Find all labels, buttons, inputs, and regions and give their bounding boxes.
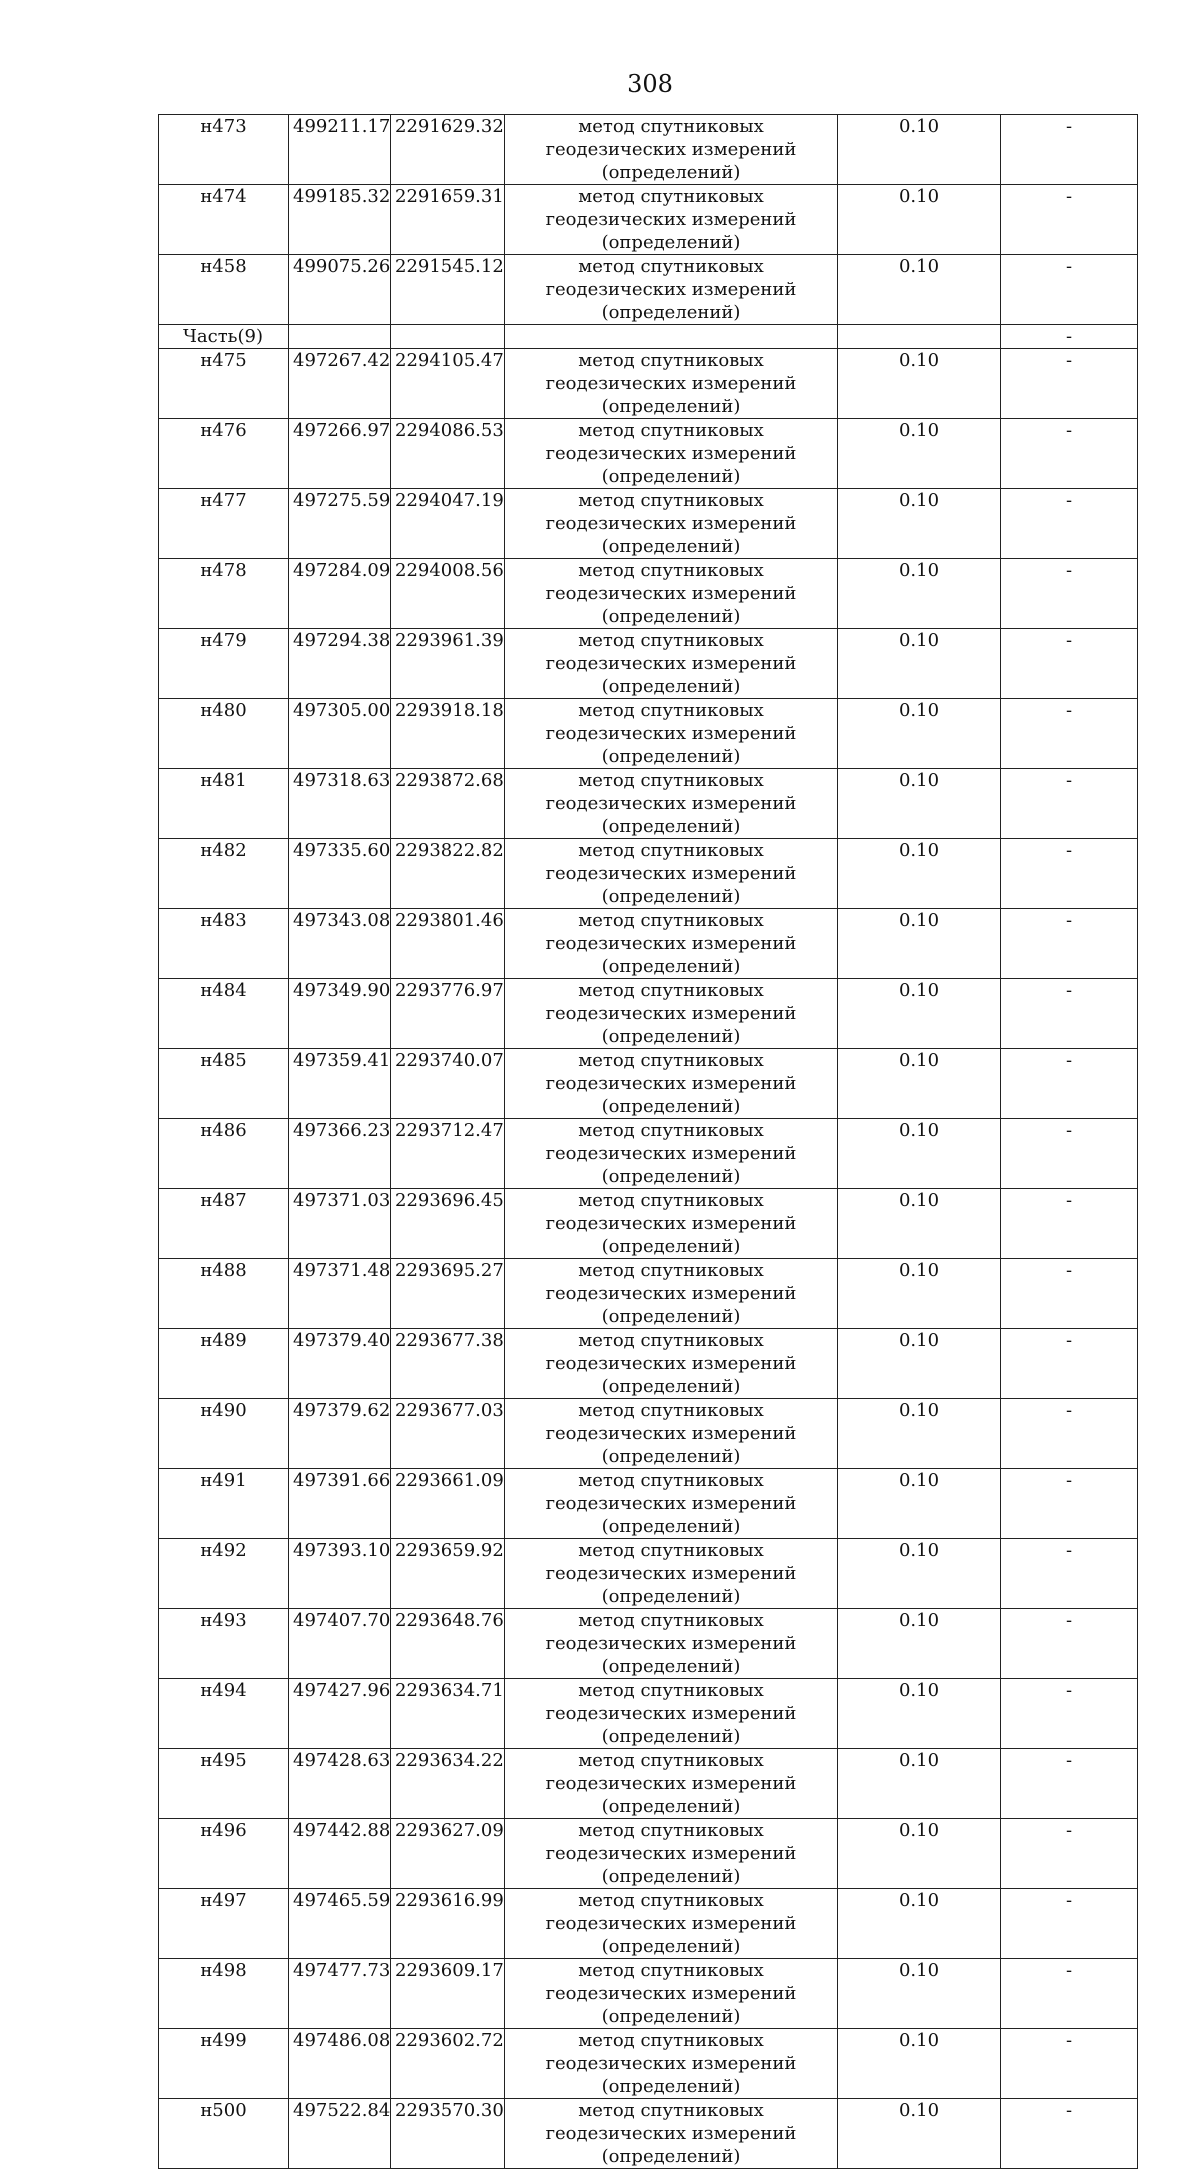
coord-x-cell: 497371.03 xyxy=(289,1189,391,1259)
coord-x-cell: 497522.84 xyxy=(289,2099,391,2169)
table-row xyxy=(159,1819,1138,1889)
description-cell: - xyxy=(1001,1189,1138,1259)
description-cell: - xyxy=(1001,979,1138,1049)
description-cell: - xyxy=(1001,1749,1138,1819)
point-name-cell: н487 xyxy=(159,1189,289,1259)
coord-y-cell: 2293822.82 xyxy=(391,839,505,909)
accuracy-cell: 0.10 xyxy=(838,1959,1001,2029)
coord-x-cell: 499185.32 xyxy=(289,185,391,255)
method-cell xyxy=(505,325,838,349)
section-row xyxy=(159,325,1138,349)
coord-y-cell: 2293961.39 xyxy=(391,629,505,699)
method-cell: метод спутниковых геодезических измерений (определений) xyxy=(505,1399,838,1469)
point-name-cell: н492 xyxy=(159,1539,289,1609)
coord-x-cell: 497427.96 xyxy=(289,1679,391,1749)
coord-x-cell: 497391.66 xyxy=(289,1469,391,1539)
description-cell: - xyxy=(1001,2099,1138,2169)
description-cell: - xyxy=(1001,629,1138,699)
description-cell: - xyxy=(1001,1469,1138,1539)
method-cell: метод спутниковых геодезических измерений (определений) xyxy=(505,1749,838,1819)
coord-y-cell: 2293648.76 xyxy=(391,1609,505,1679)
coord-y-cell: 2294105.47 xyxy=(391,349,505,419)
accuracy-cell: 0.10 xyxy=(838,909,1001,979)
method-cell: метод спутниковых геодезических измерений (определений) xyxy=(505,185,838,255)
coord-y-cell: 2293677.38 xyxy=(391,1329,505,1399)
accuracy-cell: 0.10 xyxy=(838,1539,1001,1609)
method-cell: метод спутниковых геодезических измерений (определений) xyxy=(505,1259,838,1329)
coord-y-cell: 2293661.09 xyxy=(391,1469,505,1539)
accuracy-cell: 0.10 xyxy=(838,699,1001,769)
method-cell: метод спутниковых геодезических измерений (определений) xyxy=(505,1679,838,1749)
point-name-cell: н474 xyxy=(159,185,289,255)
coord-x-cell: 497465.59 xyxy=(289,1889,391,1959)
description-cell: - xyxy=(1001,1889,1138,1959)
coord-y-cell: 2294008.56 xyxy=(391,559,505,629)
table-row xyxy=(159,255,1138,325)
coord-y-cell: 2293677.03 xyxy=(391,1399,505,1469)
point-name-cell: н482 xyxy=(159,839,289,909)
accuracy-cell: 0.10 xyxy=(838,185,1001,255)
coord-y-cell: 2293609.17 xyxy=(391,1959,505,2029)
point-name-cell: н476 xyxy=(159,419,289,489)
point-name-cell: н500 xyxy=(159,2099,289,2169)
description-cell: - xyxy=(1001,1329,1138,1399)
point-name-cell: н475 xyxy=(159,349,289,419)
point-name-cell: н493 xyxy=(159,1609,289,1679)
accuracy-cell: 0.10 xyxy=(838,349,1001,419)
coord-y-cell: 2293570.30 xyxy=(391,2099,505,2169)
method-cell: метод спутниковых геодезических измерений (определений) xyxy=(505,255,838,325)
method-cell: метод спутниковых геодезических измерений (определений) xyxy=(505,1469,838,1539)
page-number: 308 xyxy=(627,70,673,98)
point-name-cell: н478 xyxy=(159,559,289,629)
method-cell: метод спутниковых геодезических измерений (определений) xyxy=(505,1329,838,1399)
method-cell: метод спутниковых геодезических измерений (определений) xyxy=(505,1049,838,1119)
method-cell: метод спутниковых геодезических измерений (определений) xyxy=(505,489,838,559)
method-cell: метод спутниковых геодезических измерений (определений) xyxy=(505,559,838,629)
description-cell: - xyxy=(1001,1049,1138,1119)
table-row xyxy=(159,1959,1138,2029)
table-row xyxy=(159,115,1138,185)
coordinates-table-body xyxy=(159,115,1138,2169)
point-name-cell: н473 xyxy=(159,115,289,185)
point-name-cell: н479 xyxy=(159,629,289,699)
method-cell: метод спутниковых геодезических измерений (определений) xyxy=(505,2029,838,2099)
method-cell: метод спутниковых геодезических измерений (определений) xyxy=(505,1889,838,1959)
accuracy-cell: 0.10 xyxy=(838,1749,1001,1819)
point-name-cell: н498 xyxy=(159,1959,289,2029)
accuracy-cell: 0.10 xyxy=(838,979,1001,1049)
table-row xyxy=(159,1259,1138,1329)
table-row xyxy=(159,1119,1138,1189)
coord-y-cell: 2293634.22 xyxy=(391,1749,505,1819)
description-cell: - xyxy=(1001,255,1138,325)
coord-x-cell: 497379.62 xyxy=(289,1399,391,1469)
description-cell: - xyxy=(1001,2029,1138,2099)
coord-x-cell: 497442.88 xyxy=(289,1819,391,1889)
coord-y-cell: 2293695.27 xyxy=(391,1259,505,1329)
point-name-cell: н494 xyxy=(159,1679,289,1749)
accuracy-cell: 0.10 xyxy=(838,2029,1001,2099)
point-name-cell: н458 xyxy=(159,255,289,325)
coord-y-cell: 2293696.45 xyxy=(391,1189,505,1259)
coord-y-cell: 2291545.12 xyxy=(391,255,505,325)
method-cell: метод спутниковых геодезических измерений (определений) xyxy=(505,909,838,979)
description-cell: - xyxy=(1001,1959,1138,2029)
accuracy-cell: 0.10 xyxy=(838,1819,1001,1889)
accuracy-cell: 0.10 xyxy=(838,2099,1001,2169)
table-row xyxy=(159,349,1138,419)
table-row xyxy=(159,1189,1138,1259)
coord-x-cell: 497294.38 xyxy=(289,629,391,699)
coord-y-cell: 2293659.92 xyxy=(391,1539,505,1609)
point-name-cell: н495 xyxy=(159,1749,289,1819)
point-name-cell: н497 xyxy=(159,1889,289,1959)
accuracy-cell: 0.10 xyxy=(838,629,1001,699)
coord-y-cell: 2293634.71 xyxy=(391,1679,505,1749)
description-cell: - xyxy=(1001,769,1138,839)
point-name-cell: н496 xyxy=(159,1819,289,1889)
point-name-cell: н490 xyxy=(159,1399,289,1469)
accuracy-cell: 0.10 xyxy=(838,419,1001,489)
table-row xyxy=(159,559,1138,629)
coord-x-cell: 497393.10 xyxy=(289,1539,391,1609)
coord-x-cell: 497335.60 xyxy=(289,839,391,909)
method-cell: метод спутниковых геодезических измерений (определений) xyxy=(505,2099,838,2169)
table-row xyxy=(159,2029,1138,2099)
coord-x-cell: 499075.26 xyxy=(289,255,391,325)
method-cell: метод спутниковых геодезических измерений (определений) xyxy=(505,1609,838,1679)
coord-x-cell: 497477.73 xyxy=(289,1959,391,2029)
description-cell: - xyxy=(1001,909,1138,979)
table-row xyxy=(159,1469,1138,1539)
table-row xyxy=(159,1539,1138,1609)
coord-x-cell xyxy=(289,325,391,349)
table-row xyxy=(159,1889,1138,1959)
coord-x-cell: 497267.42 xyxy=(289,349,391,419)
coord-y-cell: 2291659.31 xyxy=(391,185,505,255)
description-cell: - xyxy=(1001,419,1138,489)
coord-y-cell: 2291629.32 xyxy=(391,115,505,185)
coord-x-cell: 497366.23 xyxy=(289,1119,391,1189)
coord-y-cell: 2294047.19 xyxy=(391,489,505,559)
point-name-cell: н481 xyxy=(159,769,289,839)
accuracy-cell: 0.10 xyxy=(838,1119,1001,1189)
method-cell: метод спутниковых геодезических измерений (определений) xyxy=(505,979,838,1049)
coord-y-cell: 2293918.18 xyxy=(391,699,505,769)
point-name-cell: н480 xyxy=(159,699,289,769)
accuracy-cell: 0.10 xyxy=(838,255,1001,325)
method-cell: метод спутниковых геодезических измерений (определений) xyxy=(505,349,838,419)
coord-x-cell: 497407.70 xyxy=(289,1609,391,1679)
coord-x-cell: 497349.90 xyxy=(289,979,391,1049)
method-cell: метод спутниковых геодезических измерений (определений) xyxy=(505,769,838,839)
method-cell: метод спутниковых геодезических измерений (определений) xyxy=(505,629,838,699)
accuracy-cell: 0.10 xyxy=(838,559,1001,629)
accuracy-cell: 0.10 xyxy=(838,1399,1001,1469)
method-cell: метод спутниковых геодезических измерений (определений) xyxy=(505,1119,838,1189)
table-row xyxy=(159,1399,1138,1469)
coord-y-cell: 2294086.53 xyxy=(391,419,505,489)
coord-x-cell: 497428.63 xyxy=(289,1749,391,1819)
accuracy-cell: 0.10 xyxy=(838,115,1001,185)
table-row xyxy=(159,1329,1138,1399)
method-cell: метод спутниковых геодезических измерений (определений) xyxy=(505,1189,838,1259)
point-name-cell: н484 xyxy=(159,979,289,1049)
point-name-cell: н489 xyxy=(159,1329,289,1399)
table-row xyxy=(159,419,1138,489)
accuracy-cell: 0.10 xyxy=(838,1679,1001,1749)
method-cell: метод спутниковых геодезических измерений (определений) xyxy=(505,115,838,185)
description-cell: - xyxy=(1001,325,1138,349)
table-row xyxy=(159,1609,1138,1679)
point-name-cell: н485 xyxy=(159,1049,289,1119)
coord-y-cell: 2293602.72 xyxy=(391,2029,505,2099)
description-cell: - xyxy=(1001,1259,1138,1329)
accuracy-cell: 0.10 xyxy=(838,1049,1001,1119)
accuracy-cell: 0.10 xyxy=(838,769,1001,839)
point-name-cell: Часть(9) xyxy=(159,325,289,349)
point-name-cell: н483 xyxy=(159,909,289,979)
method-cell: метод спутниковых геодезических измерений (определений) xyxy=(505,1959,838,2029)
accuracy-cell: 0.10 xyxy=(838,1889,1001,1959)
coord-x-cell: 497305.00 xyxy=(289,699,391,769)
accuracy-cell: 0.10 xyxy=(838,489,1001,559)
coord-y-cell: 2293801.46 xyxy=(391,909,505,979)
coord-y-cell: 2293776.97 xyxy=(391,979,505,1049)
table-row xyxy=(159,2099,1138,2169)
table-row xyxy=(159,1749,1138,1819)
coord-x-cell: 497343.08 xyxy=(289,909,391,979)
point-name-cell: н486 xyxy=(159,1119,289,1189)
table-row xyxy=(159,839,1138,909)
description-cell: - xyxy=(1001,1679,1138,1749)
coord-x-cell: 499211.17 xyxy=(289,115,391,185)
description-cell: - xyxy=(1001,559,1138,629)
coord-y-cell xyxy=(391,325,505,349)
coord-x-cell: 497318.63 xyxy=(289,769,391,839)
method-cell: метод спутниковых геодезических измерений (определений) xyxy=(505,1539,838,1609)
description-cell: - xyxy=(1001,115,1138,185)
coord-x-cell: 497359.41 xyxy=(289,1049,391,1119)
description-cell: - xyxy=(1001,839,1138,909)
point-name-cell: н488 xyxy=(159,1259,289,1329)
description-cell: - xyxy=(1001,1539,1138,1609)
description-cell: - xyxy=(1001,1609,1138,1679)
coord-x-cell: 497275.59 xyxy=(289,489,391,559)
method-cell: метод спутниковых геодезических измерений (определений) xyxy=(505,1819,838,1889)
coord-x-cell: 497371.48 xyxy=(289,1259,391,1329)
coord-y-cell: 2293740.07 xyxy=(391,1049,505,1119)
coord-y-cell: 2293616.99 xyxy=(391,1889,505,1959)
accuracy-cell: 0.10 xyxy=(838,1609,1001,1679)
accuracy-cell xyxy=(838,325,1001,349)
description-cell: - xyxy=(1001,349,1138,419)
point-name-cell: н491 xyxy=(159,1469,289,1539)
point-name-cell: н477 xyxy=(159,489,289,559)
coord-x-cell: 497486.08 xyxy=(289,2029,391,2099)
table-row xyxy=(159,185,1138,255)
accuracy-cell: 0.10 xyxy=(838,839,1001,909)
coord-y-cell: 2293627.09 xyxy=(391,1819,505,1889)
coord-x-cell: 497284.09 xyxy=(289,559,391,629)
accuracy-cell: 0.10 xyxy=(838,1329,1001,1399)
method-cell: метод спутниковых геодезических измерений (определений) xyxy=(505,699,838,769)
table-row xyxy=(159,489,1138,559)
table-row xyxy=(159,979,1138,1049)
accuracy-cell: 0.10 xyxy=(838,1259,1001,1329)
table-row xyxy=(159,909,1138,979)
description-cell: - xyxy=(1001,1399,1138,1469)
description-cell: - xyxy=(1001,489,1138,559)
table-row xyxy=(159,629,1138,699)
point-name-cell: н499 xyxy=(159,2029,289,2099)
coord-x-cell: 497379.40 xyxy=(289,1329,391,1399)
coord-x-cell: 497266.97 xyxy=(289,419,391,489)
description-cell: - xyxy=(1001,699,1138,769)
table-row xyxy=(159,1679,1138,1749)
method-cell: метод спутниковых геодезических измерений (определений) xyxy=(505,839,838,909)
accuracy-cell: 0.10 xyxy=(838,1189,1001,1259)
coord-y-cell: 2293712.47 xyxy=(391,1119,505,1189)
table-row xyxy=(159,769,1138,839)
coordinates-table xyxy=(158,114,1138,2169)
accuracy-cell: 0.10 xyxy=(838,1469,1001,1539)
table-row xyxy=(159,699,1138,769)
table-row xyxy=(159,1049,1138,1119)
method-cell: метод спутниковых геодезических измерений (определений) xyxy=(505,419,838,489)
description-cell: - xyxy=(1001,1819,1138,1889)
description-cell: - xyxy=(1001,1119,1138,1189)
description-cell: - xyxy=(1001,185,1138,255)
coord-y-cell: 2293872.68 xyxy=(391,769,505,839)
